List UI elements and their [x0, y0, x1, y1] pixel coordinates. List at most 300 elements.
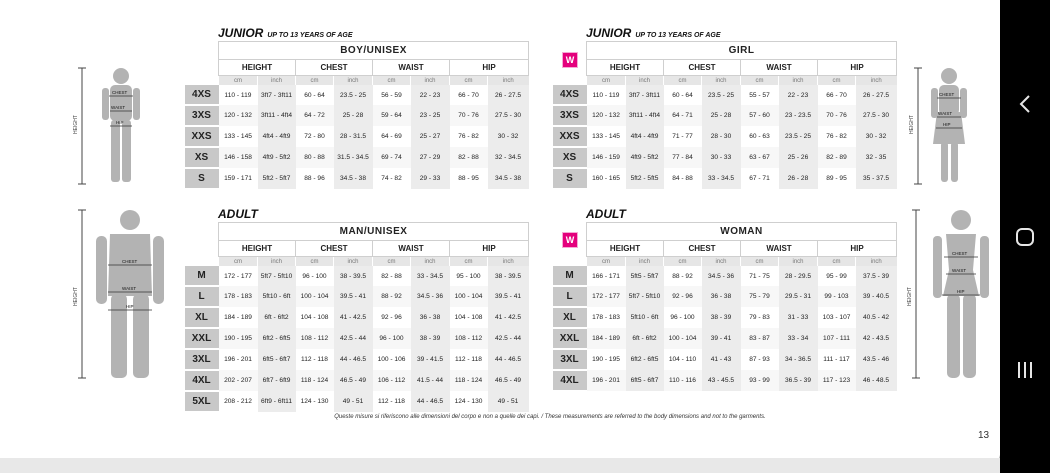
table-cell: 63 - 67 — [741, 147, 779, 168]
unit-label: inch — [411, 76, 450, 86]
unit-label: cm — [741, 257, 779, 267]
recents-button[interactable] — [1000, 359, 1050, 386]
table-row — [185, 266, 529, 286]
hip-label: HIP — [957, 289, 965, 294]
table-cell: 172 - 177 — [219, 266, 258, 286]
table-cell: 120 - 132 — [219, 105, 258, 126]
chest-label: CHEST — [939, 92, 955, 97]
size-label: S — [185, 168, 219, 189]
unit-label: inch — [334, 76, 373, 86]
table-cell: 34.5 - 36 — [702, 266, 741, 286]
column-header: HIP — [450, 60, 529, 76]
table-cell: 133 - 145 — [587, 126, 626, 147]
table-cell: 59 - 64 — [373, 105, 411, 126]
table-title: WOMAN — [587, 223, 897, 241]
table-cell: 118 - 124 — [296, 370, 334, 391]
table-cell: 184 - 189 — [587, 328, 626, 349]
table-cell: 5ft10 - 6ft — [626, 307, 664, 328]
home-button[interactable] — [1000, 226, 1050, 253]
table-cell: 36.5 - 39 — [779, 370, 818, 391]
column-header: WAIST — [741, 60, 818, 76]
table-cell: 30 - 32 — [856, 126, 897, 147]
table-cell: 60 - 63 — [741, 126, 779, 147]
table-cell: 55 - 57 — [741, 85, 779, 105]
table-cell: 64 - 72 — [296, 105, 334, 126]
table-cell: 23.5 - 25 — [334, 85, 373, 105]
unit-label: cm — [664, 76, 702, 86]
man-figure-illustration — [70, 206, 180, 384]
table-cell: 100 - 106 — [373, 349, 411, 370]
table-row — [553, 328, 897, 349]
table-cell: 83 - 87 — [741, 328, 779, 349]
column-header: CHEST — [664, 241, 741, 257]
table-row — [553, 126, 897, 147]
table-cell: 28 - 30 — [702, 126, 741, 147]
table-cell: 178 - 183 — [587, 307, 626, 328]
size-label: M — [553, 266, 587, 286]
chest-label: CHEST — [112, 90, 128, 95]
table-title: MAN/UNISEX — [219, 223, 529, 241]
table-cell: 95 - 99 — [818, 266, 856, 286]
table-cell: 22 - 23 — [411, 85, 450, 105]
height-axis-label: HEIGHT — [909, 115, 915, 134]
hip-label: HIP — [943, 122, 951, 127]
size-label: XS — [185, 147, 219, 168]
girl-size-table — [552, 41, 897, 190]
size-label: 3XS — [553, 105, 587, 126]
table-cell: 41 - 42.5 — [334, 307, 373, 328]
table-cell: 22 - 23 — [779, 85, 818, 105]
unit-label: cm — [296, 257, 334, 267]
table-cell: 23 - 25 — [411, 105, 450, 126]
table-cell: 107 - 111 — [818, 328, 856, 349]
table-row — [185, 370, 529, 391]
table-cell: 159 - 171 — [219, 168, 258, 189]
table-row — [185, 286, 529, 307]
unit-label: inch — [779, 76, 818, 86]
table-cell: 25 - 26 — [779, 147, 818, 168]
girl-figure-illustration — [908, 62, 988, 190]
table-cell: 43 - 45.5 — [702, 370, 741, 391]
table-cell: 88 - 92 — [664, 266, 702, 286]
table-row — [185, 349, 529, 370]
recents-icon — [1014, 359, 1036, 381]
table-cell: 33 - 34.5 — [702, 168, 741, 189]
table-cell: 66 - 70 — [450, 85, 488, 105]
size-label: L — [185, 286, 219, 307]
table-cell: 56 - 59 — [373, 85, 411, 105]
table-cell: 34.5 - 36 — [411, 286, 450, 307]
table-cell: 196 - 201 — [587, 370, 626, 391]
size-label: 3XL — [185, 349, 219, 370]
table-row — [553, 147, 897, 168]
column-header: HEIGHT — [587, 241, 664, 257]
table-cell: 5ft10 - 6ft — [258, 286, 296, 307]
unit-label: cm — [587, 76, 626, 86]
column-header: HIP — [450, 241, 529, 257]
unit-label: cm — [219, 257, 258, 267]
table-row — [553, 85, 897, 105]
table-cell: 82 - 89 — [818, 147, 856, 168]
table-row — [553, 105, 897, 126]
table-cell: 37.5 - 39 — [856, 266, 897, 286]
boy-size-table — [184, 41, 529, 190]
size-label: S — [553, 168, 587, 189]
table-cell: 75 - 79 — [741, 286, 779, 307]
table-row — [553, 168, 897, 189]
table-cell: 112 - 118 — [296, 349, 334, 370]
table-cell: 29 - 33 — [411, 168, 450, 189]
table-cell: 77 - 84 — [664, 147, 702, 168]
page-shadow — [0, 458, 1000, 473]
table-cell: 3ft11 - 4ft4 — [626, 105, 664, 126]
table-cell: 202 - 207 — [219, 370, 258, 391]
table-cell: 92 - 96 — [664, 286, 702, 307]
table-cell: 42 - 43.5 — [856, 328, 897, 349]
column-header: WAIST — [373, 60, 450, 76]
table-cell: 38 - 39 — [411, 328, 450, 349]
table-cell: 29.5 - 31 — [779, 286, 818, 307]
table-cell: 110 - 119 — [587, 85, 626, 105]
table-cell: 44 - 46.5 — [488, 349, 529, 370]
table-cell: 5ft7 - 5ft10 — [258, 266, 296, 286]
table-cell: 39 - 40.5 — [856, 286, 897, 307]
table-cell: 44 - 46.5 — [334, 349, 373, 370]
unit-label: cm — [587, 257, 626, 267]
table-cell: 32 - 34.5 — [488, 147, 529, 168]
waist-label: WAIST — [938, 111, 953, 116]
table-title: GIRL — [587, 42, 897, 60]
table-cell: 146 - 158 — [219, 147, 258, 168]
chest-label: CHEST — [952, 251, 968, 256]
table-cell: 76 - 82 — [818, 126, 856, 147]
table-cell: 30 - 33 — [702, 147, 741, 168]
table-cell: 184 - 189 — [219, 307, 258, 328]
table-cell: 70 - 76 — [818, 105, 856, 126]
table-cell: 36 - 38 — [702, 286, 741, 307]
column-header: HIP — [818, 60, 897, 76]
height-axis-label: HEIGHT — [73, 287, 79, 306]
table-cell: 124 - 130 — [450, 391, 488, 412]
table-cell: 60 - 64 — [664, 85, 702, 105]
table-cell: 146 - 159 — [587, 147, 626, 168]
table-cell: 28 - 31.5 — [334, 126, 373, 147]
table-cell: 6ft - 6ft2 — [258, 307, 296, 328]
table-cell: 95 - 100 — [450, 266, 488, 286]
size-label: 4XS — [553, 85, 587, 105]
column-header: HEIGHT — [219, 60, 296, 76]
column-header: WAIST — [373, 241, 450, 257]
table-cell: 23.5 - 25 — [702, 85, 741, 105]
column-header: HEIGHT — [219, 241, 296, 257]
unit-label: inch — [626, 257, 664, 267]
table-cell: 106 - 112 — [373, 370, 411, 391]
table-cell: 74 - 82 — [373, 168, 411, 189]
table-cell: 172 - 177 — [587, 286, 626, 307]
table-cell: 89 - 95 — [818, 168, 856, 189]
table-cell: 166 - 171 — [587, 266, 626, 286]
table-cell: 36 - 38 — [411, 307, 450, 328]
table-cell: 3ft11 - 4ft4 — [258, 105, 296, 126]
size-label: XL — [553, 307, 587, 328]
table-cell: 25 - 27 — [411, 126, 450, 147]
table-cell: 82 - 88 — [450, 147, 488, 168]
table-cell: 93 - 99 — [741, 370, 779, 391]
women-badge-icon: W — [562, 52, 578, 68]
table-cell: 4ft4 - 4ft9 — [626, 126, 664, 147]
table-cell: 80 - 88 — [296, 147, 334, 168]
home-icon — [1014, 226, 1036, 248]
unit-label: cm — [373, 257, 411, 267]
table-cell: 112 - 118 — [450, 349, 488, 370]
unit-label: cm — [741, 76, 779, 86]
table-cell: 108 - 112 — [450, 328, 488, 349]
table-row — [185, 391, 529, 412]
table-cell: 208 - 212 — [219, 391, 258, 412]
unit-label: cm — [818, 76, 856, 86]
size-label: XXL — [185, 328, 219, 349]
table-row — [185, 126, 529, 147]
table-cell: 133 - 145 — [219, 126, 258, 147]
table-cell: 96 - 100 — [664, 307, 702, 328]
table-cell: 41.5 - 44 — [411, 370, 450, 391]
table-cell: 42.5 - 44 — [488, 328, 529, 349]
table-cell: 6ft5 - 6ft7 — [258, 349, 296, 370]
table-cell: 6ft5 - 6ft7 — [626, 370, 664, 391]
table-cell: 64 - 71 — [664, 105, 702, 126]
table-cell: 6ft2 - 6ft5 — [258, 328, 296, 349]
table-cell: 196 - 201 — [219, 349, 258, 370]
table-row — [553, 370, 897, 391]
table-cell: 103 - 107 — [818, 307, 856, 328]
table-cell: 178 - 183 — [219, 286, 258, 307]
table-cell: 34.5 - 38 — [488, 168, 529, 189]
table-cell: 31 - 33 — [779, 307, 818, 328]
unit-label: inch — [334, 257, 373, 267]
footnote: Queste misure si riferiscono alle dimensioni del corpo e non a quelle dei capi. / These measurements are referred to the body dimensions and not to the garments. — [334, 414, 766, 420]
unit-label: cm — [373, 76, 411, 86]
chest-label: CHEST — [122, 259, 138, 264]
table-cell: 6ft9 - 6ft11 — [258, 391, 296, 412]
table-cell: 92 - 96 — [373, 307, 411, 328]
unit-label: inch — [258, 257, 296, 267]
table-cell: 46.5 - 49 — [488, 370, 529, 391]
table-cell: 87 - 93 — [741, 349, 779, 370]
table-cell: 39.5 - 41 — [334, 286, 373, 307]
table-cell: 70 - 76 — [450, 105, 488, 126]
size-label: 3XL — [553, 349, 587, 370]
unit-label: inch — [488, 257, 529, 267]
table-cell: 3ft7 - 3ft11 — [258, 85, 296, 105]
table-cell: 27 - 29 — [411, 147, 450, 168]
table-cell: 5ft2 - 5ft7 — [258, 168, 296, 189]
table-cell: 82 - 88 — [373, 266, 411, 286]
table-cell: 31.5 - 34.5 — [334, 147, 373, 168]
table-cell: 96 - 100 — [296, 266, 334, 286]
man-size-table — [184, 222, 529, 413]
size-label: 4XS — [185, 85, 219, 105]
table-cell: 28 - 29.5 — [779, 266, 818, 286]
table-row — [553, 286, 897, 307]
table-cell: 99 - 103 — [818, 286, 856, 307]
unit-label: cm — [450, 76, 488, 86]
table-cell: 26 - 27.5 — [488, 85, 529, 105]
table-cell: 100 - 104 — [296, 286, 334, 307]
table-cell: 25 - 28 — [334, 105, 373, 126]
size-label: 4XL — [553, 370, 587, 391]
unit-label: inch — [411, 257, 450, 267]
table-cell: 79 - 83 — [741, 307, 779, 328]
unit-label: inch — [488, 76, 529, 86]
adult-title-left: ADULT — [218, 207, 258, 221]
unit-label: inch — [779, 257, 818, 267]
size-label: 3XS — [185, 105, 219, 126]
table-cell: 30 - 32 — [488, 126, 529, 147]
table-cell: 23.5 - 25 — [779, 126, 818, 147]
table-cell: 190 - 195 — [587, 349, 626, 370]
unit-label: cm — [664, 257, 702, 267]
table-cell: 33 - 34 — [779, 328, 818, 349]
table-cell: 25 - 28 — [702, 105, 741, 126]
table-cell: 88 - 92 — [373, 286, 411, 307]
column-header: WAIST — [741, 241, 818, 257]
table-cell: 38 - 39.5 — [488, 266, 529, 286]
table-cell: 23 - 23.5 — [779, 105, 818, 126]
size-label: XXS — [553, 126, 587, 147]
table-cell: 118 - 124 — [450, 370, 488, 391]
table-cell: 60 - 64 — [296, 85, 334, 105]
table-cell: 110 - 119 — [219, 85, 258, 105]
table-cell: 112 - 118 — [373, 391, 411, 412]
size-label: XL — [185, 307, 219, 328]
unit-label: cm — [450, 257, 488, 267]
table-cell: 120 - 132 — [587, 105, 626, 126]
waist-label: WAIST — [122, 286, 137, 291]
table-cell: 49 - 51 — [488, 391, 529, 412]
table-cell: 5ft7 - 5ft10 — [626, 286, 664, 307]
table-cell: 88 - 96 — [296, 168, 334, 189]
size-label: 4XL — [185, 370, 219, 391]
table-cell: 88 - 95 — [450, 168, 488, 189]
size-label: XXL — [553, 328, 587, 349]
woman-size-table — [552, 222, 897, 392]
unit-label: inch — [702, 257, 741, 267]
table-row — [553, 349, 897, 370]
table-cell: 110 - 116 — [664, 370, 702, 391]
table-cell: 4ft4 - 4ft9 — [258, 126, 296, 147]
table-cell: 43.5 - 46 — [856, 349, 897, 370]
system-navigation-bar — [1000, 0, 1050, 473]
column-header: CHEST — [296, 60, 373, 76]
unit-label: inch — [856, 257, 897, 267]
column-header: CHEST — [296, 241, 373, 257]
size-label: L — [553, 286, 587, 307]
table-row — [185, 307, 529, 328]
table-cell: 69 - 74 — [373, 147, 411, 168]
back-button[interactable] — [1000, 92, 1050, 121]
table-cell: 64 - 69 — [373, 126, 411, 147]
women-badge-icon: W — [562, 232, 578, 248]
table-cell: 34.5 - 38 — [334, 168, 373, 189]
table-cell: 84 - 88 — [664, 168, 702, 189]
size-label: 5XL — [185, 391, 219, 412]
table-cell: 6ft7 - 6ft9 — [258, 370, 296, 391]
column-header: CHEST — [664, 60, 741, 76]
table-cell: 71 - 77 — [664, 126, 702, 147]
size-label: XXS — [185, 126, 219, 147]
table-cell: 46.5 - 49 — [334, 370, 373, 391]
table-title: BOY/UNISEX — [219, 42, 529, 60]
table-cell: 6ft - 6ft2 — [626, 328, 664, 349]
table-row — [185, 147, 529, 168]
table-cell: 27.5 - 30 — [856, 105, 897, 126]
junior-title-left: JUNIOR UP TO 13 YEARS OF AGE — [218, 26, 353, 40]
table-row — [185, 105, 529, 126]
table-cell: 41 - 42.5 — [488, 307, 529, 328]
table-cell: 104 - 110 — [664, 349, 702, 370]
table-cell: 3ft7 - 3ft11 — [626, 85, 664, 105]
table-cell: 49 - 51 — [334, 391, 373, 412]
table-cell: 35 - 37.5 — [856, 168, 897, 189]
table-cell: 104 - 108 — [450, 307, 488, 328]
table-cell: 104 - 108 — [296, 307, 334, 328]
table-cell: 72 - 80 — [296, 126, 334, 147]
table-cell: 34 - 36.5 — [779, 349, 818, 370]
table-cell: 32 - 35 — [856, 147, 897, 168]
table-row — [185, 328, 529, 349]
unit-label: cm — [219, 76, 258, 86]
table-cell: 4ft9 - 5ft2 — [258, 147, 296, 168]
column-header: HIP — [818, 241, 897, 257]
unit-label: inch — [258, 76, 296, 86]
table-cell: 71 - 75 — [741, 266, 779, 286]
hip-label: HIP — [126, 304, 134, 309]
unit-label: inch — [626, 76, 664, 86]
table-cell: 100 - 104 — [664, 328, 702, 349]
table-cell: 26 - 27.5 — [856, 85, 897, 105]
unit-label: inch — [856, 76, 897, 86]
boy-figure-illustration — [74, 62, 184, 190]
table-cell: 100 - 104 — [450, 286, 488, 307]
table-cell: 33 - 34.5 — [411, 266, 450, 286]
woman-figure-illustration — [906, 206, 996, 384]
table-cell: 67 - 71 — [741, 168, 779, 189]
table-cell: 57 - 60 — [741, 105, 779, 126]
page-number: 13 — [978, 430, 990, 441]
table-cell: 27.5 - 30 — [488, 105, 529, 126]
size-label: XS — [553, 147, 587, 168]
table-cell: 76 - 82 — [450, 126, 488, 147]
table-cell: 26 - 28 — [779, 168, 818, 189]
table-cell: 41 - 43 — [702, 349, 741, 370]
table-cell: 4ft9 - 5ft2 — [626, 147, 664, 168]
table-cell: 96 - 100 — [373, 328, 411, 349]
table-cell: 46 - 48.5 — [856, 370, 897, 391]
adult-title-right: ADULT — [586, 207, 626, 221]
waist-label: WAIST — [111, 105, 126, 110]
table-cell: 42.5 - 44 — [334, 328, 373, 349]
waist-label: WAIST — [952, 268, 967, 273]
table-cell: 39 - 41 — [702, 328, 741, 349]
size-label: M — [185, 266, 219, 286]
table-cell: 40.5 - 42 — [856, 307, 897, 328]
table-cell: 66 - 70 — [818, 85, 856, 105]
table-cell: 108 - 112 — [296, 328, 334, 349]
table-cell: 160 - 165 — [587, 168, 626, 189]
column-header: HEIGHT — [587, 60, 664, 76]
table-cell: 124 - 130 — [296, 391, 334, 412]
table-cell: 117 - 123 — [818, 370, 856, 391]
